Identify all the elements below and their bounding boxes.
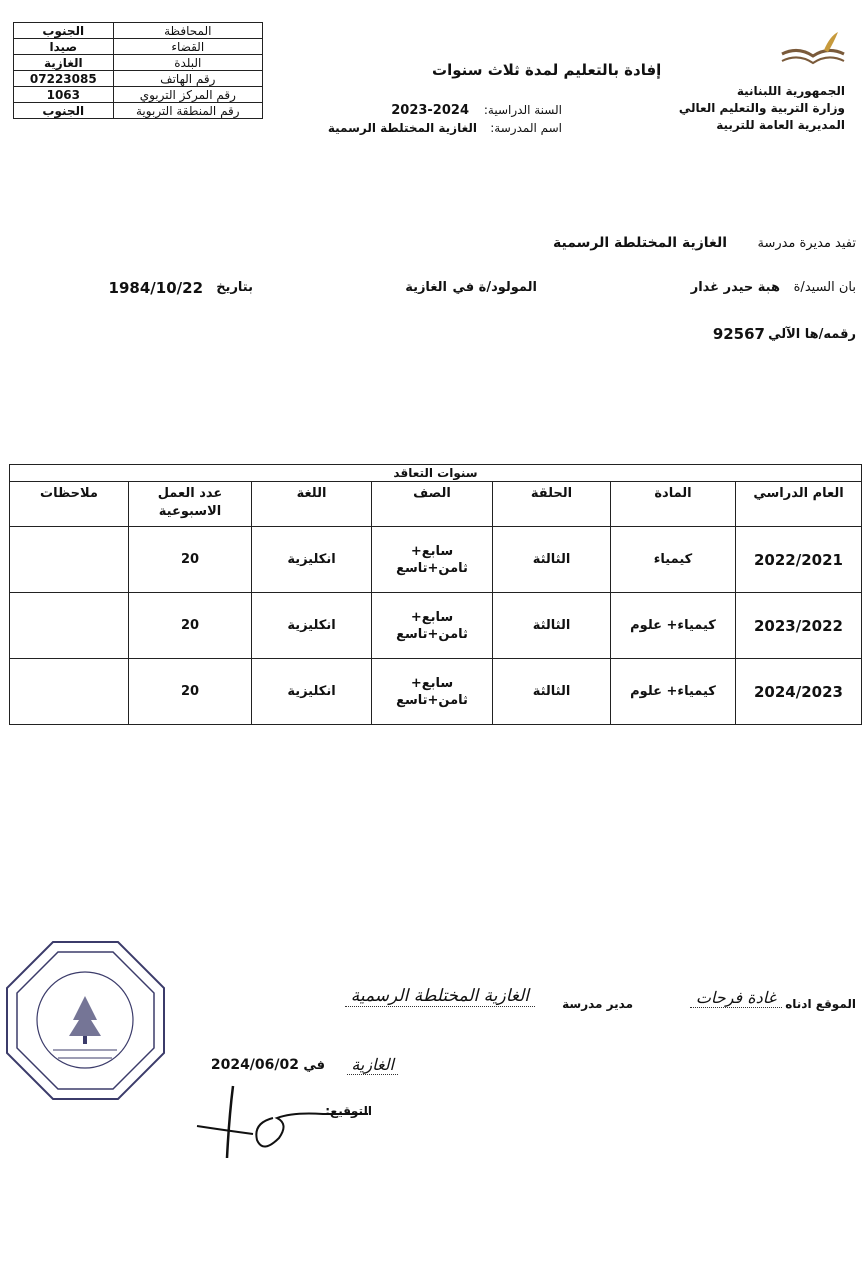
line2-date-prefix: بتاريخ — [216, 280, 253, 295]
table-header-row — [10, 482, 862, 527]
notes-cell — [10, 527, 129, 593]
info-row — [14, 103, 263, 119]
info-row — [14, 55, 263, 71]
column-header: ملاحظات — [10, 482, 129, 527]
class-line2: ثامن+تاسع — [396, 692, 468, 708]
document-title: إفادة بالتعليم لمدة ثلاث سنوات — [432, 61, 662, 79]
hours-cell: 20 — [129, 593, 252, 659]
line2-born-place: الغازية — [405, 280, 447, 295]
line1-school: الغازية المختلطة الرسمية — [553, 235, 727, 251]
info-value: 07223085 — [14, 71, 114, 87]
republic-name: الجمهورية اللبنانية — [736, 84, 845, 98]
info-label: المحافظة — [113, 23, 262, 39]
school-label: اسم المدرسة: — [490, 121, 562, 135]
line2-date: 1984/10/22 — [108, 279, 203, 297]
info-value: الجنوب — [14, 103, 114, 119]
signer-school: الغازية المختلطة الرسمية — [345, 986, 535, 1007]
language-cell: انكليزية — [252, 593, 372, 659]
line3-id-prefix: رقمه/ها الآلي — [768, 327, 856, 342]
info-value: صيدا — [14, 39, 114, 55]
info-value: 1063 — [14, 87, 114, 103]
ministry-name: وزارة التربية والتعليم العالي — [678, 101, 845, 115]
line2-born-prefix: المولود/ة في — [452, 280, 537, 295]
school-info-box — [13, 22, 263, 119]
column-header: اللغة — [252, 482, 372, 527]
table-row — [10, 527, 862, 593]
year-cell: 2024/2023 — [736, 659, 862, 725]
class-line2: ثامن+تاسع — [396, 626, 468, 642]
table-caption: سنوات التعاقد — [10, 465, 862, 482]
directorate-name: المديرية العامة للتربية — [716, 118, 845, 132]
notes-cell — [10, 659, 129, 725]
info-row — [14, 39, 263, 55]
subject-cell: كيمياء+ علوم — [611, 659, 736, 725]
book-logo-icon — [778, 30, 848, 78]
column-header: عدد العمل الاسبوعية — [129, 482, 252, 527]
subject-cell: كيمياء — [611, 527, 736, 593]
line2-name-prefix: بان السيد/ة — [793, 280, 856, 295]
signer-prefix: الموقع ادناه — [785, 997, 856, 1011]
footer-date: 2024/06/02 — [210, 1057, 299, 1073]
hours-cell: 20 — [129, 659, 252, 725]
info-value: الغازية — [14, 55, 114, 71]
academic-year-value: 2023-2024 — [391, 103, 469, 118]
info-label: رقم الهاتف — [113, 71, 262, 87]
subject-cell: كيمياء+ علوم — [611, 593, 736, 659]
cycle-cell: الثالثة — [493, 659, 611, 725]
column-header: الصف — [372, 482, 493, 527]
footer-place: الغازية — [347, 1055, 398, 1075]
class-cell — [372, 659, 493, 725]
school-value: الغازية المختلطة الرسمية — [327, 121, 477, 135]
language-cell: انكليزية — [252, 527, 372, 593]
signer-role: مدير مدرسة — [562, 997, 633, 1011]
line3-id: 92567 — [712, 325, 765, 343]
line1-prefix: تفيد مديرة مدرسة — [757, 236, 856, 251]
cycle-cell: الثالثة — [493, 593, 611, 659]
class-line1: سابع+ — [410, 609, 454, 625]
class-line2: ثامن+تاسع — [396, 560, 468, 576]
column-header: المادة — [611, 482, 736, 527]
cycle-cell: الثالثة — [493, 527, 611, 593]
info-row — [14, 23, 263, 39]
info-label: رقم المركز التربوي — [113, 87, 262, 103]
official-stamp-icon — [3, 938, 168, 1103]
signature-icon — [193, 1078, 373, 1168]
info-row — [14, 71, 263, 87]
info-label: القضاء — [113, 39, 262, 55]
column-header: الحلقة — [493, 482, 611, 527]
notes-cell — [10, 593, 129, 659]
class-line1: سابع+ — [410, 543, 454, 559]
footer-date-prefix: في — [303, 1058, 325, 1073]
contract-years-table — [9, 464, 862, 725]
class-cell — [372, 593, 493, 659]
class-cell — [372, 527, 493, 593]
line2-name: هبة حيدر غدار — [690, 280, 780, 295]
table-row — [10, 659, 862, 725]
class-line1: سابع+ — [410, 675, 454, 691]
signer-name: غادة فرحات — [690, 988, 782, 1008]
info-label: البلدة — [113, 55, 262, 71]
table-row — [10, 593, 862, 659]
hours-cell: 20 — [129, 527, 252, 593]
info-label: رقم المنطقة التربوية — [113, 103, 262, 119]
signature-label: التوقيع: — [325, 1104, 372, 1118]
year-cell: 2023/2022 — [736, 593, 862, 659]
year-cell: 2022/2021 — [736, 527, 862, 593]
info-value: الجنوب — [14, 23, 114, 39]
column-header: العام الدراسي — [736, 482, 862, 527]
academic-year-label: السنة الدراسية: — [483, 103, 562, 117]
language-cell: انكليزية — [252, 659, 372, 725]
info-row — [14, 87, 263, 103]
